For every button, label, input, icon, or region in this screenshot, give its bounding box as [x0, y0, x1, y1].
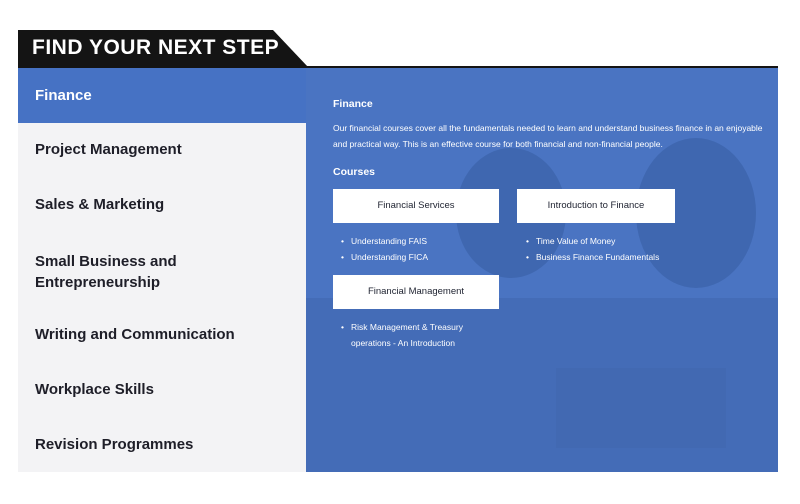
course-button-introduction-to-finance[interactable]: Introduction to Finance [517, 189, 675, 223]
background-laptop [556, 368, 726, 448]
sidebar-item-label: Entrepreneurship [35, 274, 161, 291]
bullet-text: operations - An Introduction [351, 338, 455, 348]
page-title: FIND YOUR NEXT STEP [32, 36, 280, 59]
sidebar-item-workplace-skills[interactable]: Workplace Skills [35, 381, 154, 398]
sidebar-item-writing-communication[interactable]: Writing and Communication [35, 326, 235, 343]
list-item: • Understanding FAIS [341, 233, 428, 249]
bullet-text: Risk Management & Treasury [351, 322, 463, 332]
list-item [341, 319, 481, 351]
list-item: • Business Finance Fundamentals [526, 249, 659, 265]
panel-title: Finance [333, 98, 373, 110]
course-bullets [526, 233, 659, 265]
list-item: • Time Value of Money [526, 233, 659, 249]
course-bullets [341, 319, 481, 351]
sidebar-item-revision-programmes[interactable]: Revision Programmes [35, 436, 194, 453]
sidebar-item-label: Small Business and [35, 253, 177, 270]
category-sidebar [18, 68, 306, 472]
course-bullets [341, 233, 428, 265]
panel-description: Our financial courses cover all the fundamentals needed to learn and understand business finance in an enjoyable and practical way. This is an effective course for both financial and non-financial people. [333, 123, 763, 149]
header-bar [18, 30, 778, 67]
courses-heading: Courses [333, 166, 376, 178]
sidebar-item-sales-marketing[interactable]: Sales & Marketing [35, 196, 165, 213]
list-item: • Understanding FICA [341, 249, 428, 265]
sidebar-item-finance[interactable]: Finance [18, 68, 306, 123]
course-detail-panel [306, 68, 778, 472]
course-button-financial-services[interactable]: Financial Services [333, 189, 499, 223]
course-button-financial-management[interactable]: Financial Management [333, 275, 499, 309]
sidebar-item-small-business[interactable] [18, 251, 306, 293]
sidebar-item-project-management[interactable]: Project Management [35, 141, 182, 158]
